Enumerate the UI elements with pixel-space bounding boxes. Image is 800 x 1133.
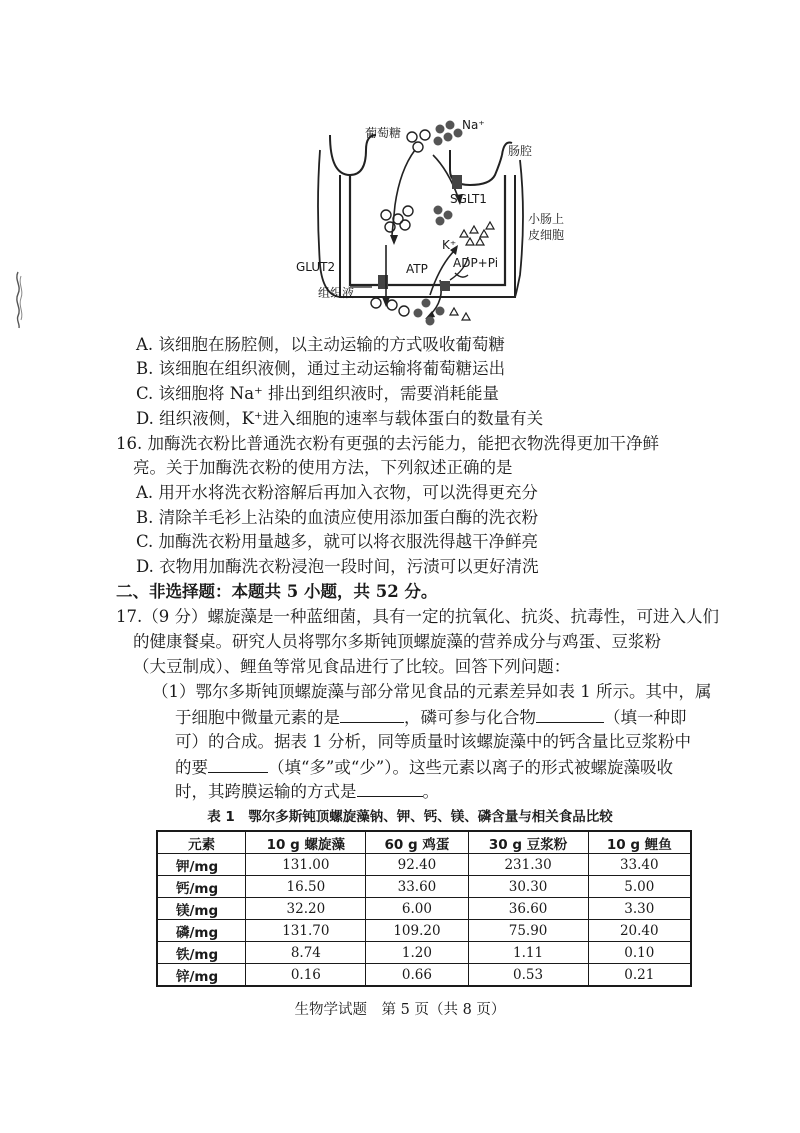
q17-p1-text-b: ，磷可参与化合物 (404, 708, 536, 727)
table-cell: 30.30 (468, 876, 588, 898)
table-row (157, 920, 691, 942)
table-cell: 3.30 (588, 898, 691, 920)
q17-p1-text-d: 的要 (175, 758, 208, 777)
q17-line2: 的健康餐桌。研究人员将鄂尔多斯钝顶螺旋藻的营养成分与鸡蛋、豆浆粉 (133, 632, 661, 651)
q17-part1-line2 (175, 706, 687, 729)
q15-option-a: A. 该细胞在肠腔侧，以主动运输的方式吸收葡萄糖 (136, 335, 505, 354)
q16-option-c: C. 加酶洗衣粉用量越多，就可以将衣服洗得越干净鲜亮 (136, 532, 539, 551)
label-lumen: 肠腔 (508, 144, 533, 158)
label-sglt1: SGLT1 (450, 192, 487, 206)
table-cell: 33.60 (366, 876, 468, 898)
page-footer: 生物学试题 第 5 页（共 8 页） (294, 1002, 506, 1018)
table-cell: 1.20 (366, 942, 468, 964)
table-cell: 8.74 (246, 942, 366, 964)
table-cell: 33.40 (588, 854, 691, 876)
cell-element: 镁/mg (157, 898, 246, 920)
table-cell: 0.66 (366, 964, 468, 987)
q17-line1: 17.（9 分）螺旋藻是一种蓝细菌，具有一定的抗氧化、抗炎、抗毒性，可进入人们 (116, 607, 719, 626)
table-cell: 231.30 (468, 854, 588, 876)
cell-element: 铁/mg (157, 942, 246, 964)
q17-part1-line3: 可）的合成。据表 1 分析，同等质量时该螺旋藻中的钙含量比豆浆粉中 (175, 732, 691, 751)
label-glucose: 葡萄糖 (365, 126, 402, 140)
q17-part1-line5 (175, 780, 439, 803)
q16-option-b: B. 清除羊毛衫上沾染的血渍应使用添加蛋白酶的洗衣粉 (136, 508, 539, 527)
q17-line3: （大豆制成）、鲤鱼等常见食品进行了比较。回答下列问题： (133, 657, 571, 676)
q15-option-b: B. 该细胞在组织液侧，通过主动运输将葡萄糖运出 (136, 359, 506, 378)
q16-stem-line2: 亮。关于加酶洗衣粉的使用方法，下列叙述正确的是 (133, 458, 513, 477)
table-row (157, 854, 691, 876)
table-cell: 0.16 (246, 964, 366, 987)
header-spirulina: 10 g 螺旋藻 (246, 831, 366, 854)
binder-clip-mark (10, 270, 30, 330)
q15-option-d: D. 组织液侧，K⁺进入细胞的速率与载体蛋白的数量有关 (136, 409, 544, 428)
table-cell: 109.20 (366, 920, 468, 942)
q17-p1-text-c: （填一种即 (604, 708, 687, 727)
intestinal-cell-diagram (290, 115, 580, 330)
cell-element: 钾/mg (157, 854, 246, 876)
label-atp: ATP (406, 262, 428, 276)
table-row (157, 898, 691, 920)
header-carp: 10 g 鲤鱼 (588, 831, 691, 854)
table-cell: 131.00 (246, 854, 366, 876)
q17-p1-text-g: 。 (422, 782, 439, 801)
label-glut2: GLUT2 (296, 260, 336, 274)
q17-p1-text-f: 时，其跨膜运输的方式是 (175, 782, 357, 801)
section-2-heading: 二、非选择题：本题共 5 小题，共 52 分。 (116, 582, 438, 601)
q17-part1-line4 (175, 756, 673, 779)
table-cell: 36.60 (468, 898, 588, 920)
q16-option-a: A. 用开水将洗衣粉溶解后再加入衣物，可以洗得更充分 (136, 483, 538, 502)
answer-blank-trace-elements[interactable] (340, 706, 404, 723)
table-row (157, 942, 691, 964)
label-na: Na⁺ (462, 118, 485, 132)
cell-element: 磷/mg (157, 920, 246, 942)
cell-element: 锌/mg (157, 964, 246, 987)
table-cell: 75.90 (468, 920, 588, 942)
answer-blank-transport-mode[interactable] (357, 780, 423, 797)
q16-stem-line1: 16. 加酶洗衣粉比普通洗衣粉有更强的去污能力，能把衣物洗得更加干净鲜 (116, 434, 659, 453)
q17-p1-text-e: （填“多”或“少”）。这些元素以离子的形式被螺旋藻吸收 (268, 758, 673, 777)
element-comparison-table (156, 830, 692, 987)
transport-diagram-svg (290, 115, 580, 330)
cell-element: 钙/mg (157, 876, 246, 898)
label-interstitial: 组织液 (318, 286, 355, 300)
header-egg: 60 g 鸡蛋 (366, 831, 468, 854)
table-cell: 0.53 (468, 964, 588, 987)
label-adp: ADP+Pi (453, 256, 499, 270)
table-cell: 131.70 (246, 920, 366, 942)
answer-blank-phosphorus-compound[interactable] (536, 706, 604, 723)
table-cell: 1.11 (468, 942, 588, 964)
table-row (157, 876, 691, 898)
table-cell: 0.10 (588, 942, 691, 964)
table-header-row (157, 831, 691, 854)
q15-option-c: C. 该细胞将 Na⁺ 排出到组织液时，需要消耗能量 (136, 384, 499, 403)
table-caption: 表 1 鄂尔多斯钝顶螺旋藻钠、钾、钙、镁、磷含量与相关食品比较 (207, 809, 613, 825)
label-k: K⁺ (442, 238, 457, 252)
q16-option-d: D. 衣物用加酶洗衣粉浸泡一段时间，污渍可以更好清洗 (136, 557, 539, 576)
answer-blank-calcium-comparison[interactable] (208, 756, 268, 773)
table-cell: 5.00 (588, 876, 691, 898)
label-cell-line1: 小肠上 (528, 212, 565, 226)
table-cell: 32.20 (246, 898, 366, 920)
q17-p1-text-a: 于细胞中微量元素的是 (175, 708, 340, 727)
table-cell: 20.40 (588, 920, 691, 942)
table-cell: 16.50 (246, 876, 366, 898)
table-row (157, 964, 691, 987)
header-element: 元素 (157, 831, 246, 854)
header-soy-powder: 30 g 豆浆粉 (468, 831, 588, 854)
table-cell: 92.40 (366, 854, 468, 876)
label-cell-line2: 皮细胞 (528, 228, 565, 242)
table-cell: 6.00 (366, 898, 468, 920)
q17-part1-line1: （1）鄂尔多斯钝顶螺旋藻与部分常见食品的元素差异如表 1 所示。其中，属 (152, 682, 712, 701)
table-cell: 0.21 (588, 964, 691, 987)
